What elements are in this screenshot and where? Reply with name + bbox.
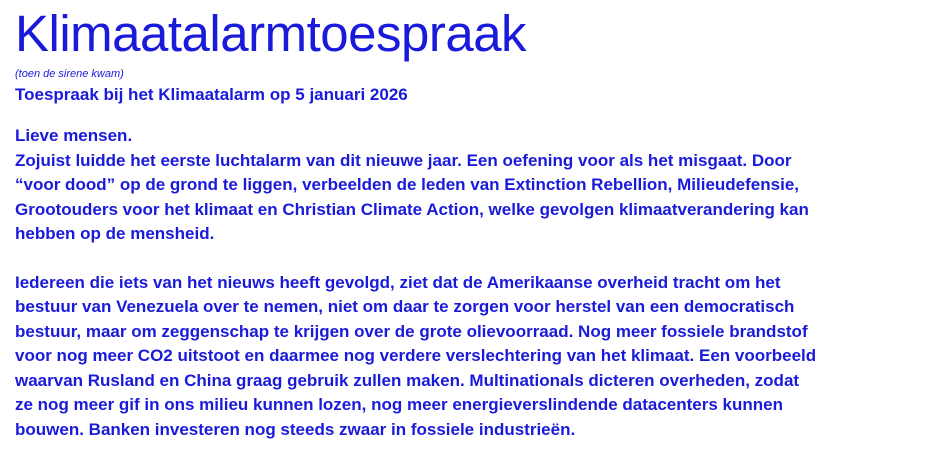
caption: (toen de sirene kwam) [15, 68, 124, 80]
paragraph-line: Lieve mensen. [15, 126, 133, 146]
paragraph-line: Zojuist luidde het eerste luchtalarm van dit nieuwe jaar. Een oefening voor als het misgaat. Door [15, 150, 792, 170]
paragraph-line: Grootouders voor het klimaat en Christian Climate Action, welke gevolgen klimaatverandering kan [15, 199, 809, 219]
paragraph-line: bestuur, maar om zeggenschap te krijgen over de grote olievoorraad. Nog meer fossiele brandstof [15, 321, 808, 341]
paragraph-line: waarvan Rusland en China graag gebruik zullen maken. Multinationals dicteren overheden, zodat [15, 370, 800, 390]
paragraph-line: voor nog meer CO2 uitstoot en daarmee nog verdere verslechtering van het klimaat. Een voorbeeld [15, 346, 817, 366]
subtitle: Toespraak bij het Klimaatalarm op 5 januari 2026 [15, 85, 408, 104]
document-page [15, 0, 915, 442]
paragraph-line: bouwen. Banken investeren nog steeds zwaar in fossiele industrieën. [15, 419, 576, 439]
paragraph-line: “voor dood” op de grond te liggen, verbeelden de leden van Extinction Rebellion, Milieudefensie, [15, 175, 799, 195]
page-title: Klimaatalarmtoespraak [15, 5, 527, 62]
paragraph-line: ze nog meer gif in ons milieu kunnen lozen, nog meer energieverslindende datacenters kunnen [15, 395, 784, 415]
paragraph-2 [15, 271, 915, 443]
paragraph-line: hebben op de mensheid. [15, 224, 215, 244]
paragraph-line: bestuur van Venezuela over te nemen, niet om daar te zorgen voor herstel van een democratisch [15, 297, 795, 317]
paragraph-1 [15, 124, 915, 247]
paragraph-line: Iedereen die iets van het nieuws heeft gevolgd, ziet dat de Amerikaanse overheid tracht om het [15, 272, 781, 292]
